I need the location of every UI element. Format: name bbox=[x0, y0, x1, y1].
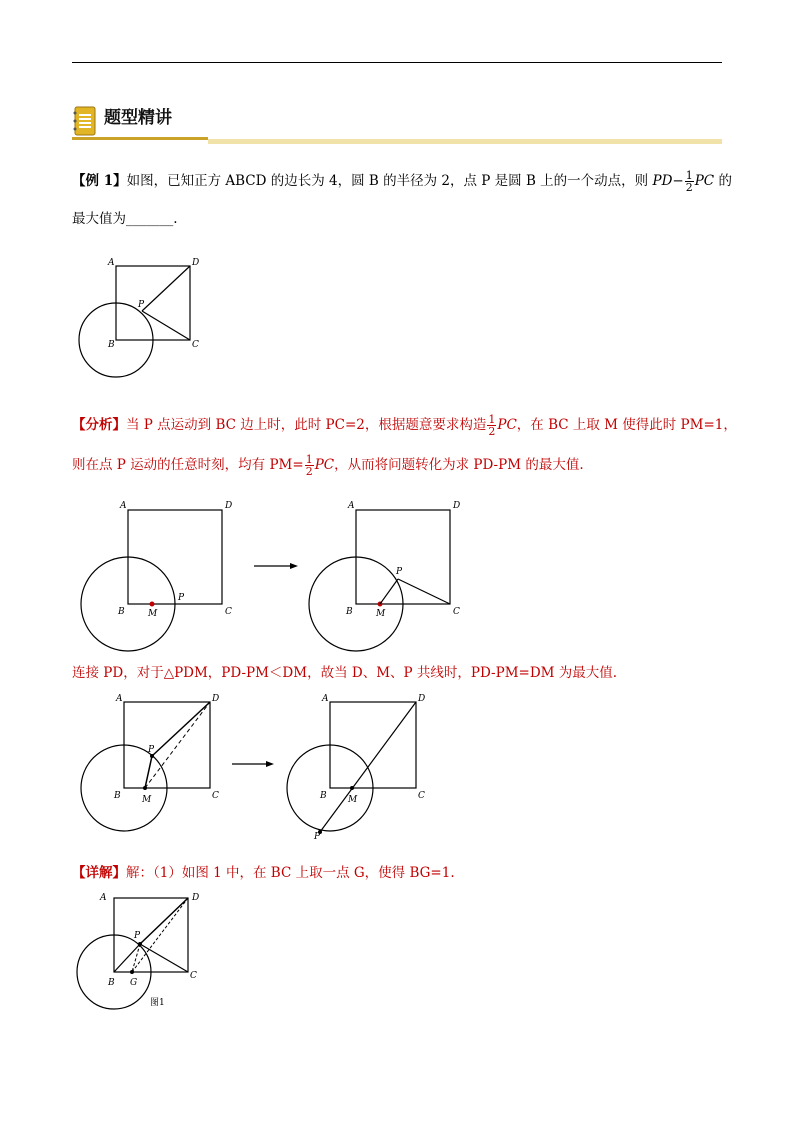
analysis-line-2 bbox=[72, 454, 584, 477]
svg-text:A: A bbox=[322, 694, 329, 704]
analysis-text-d: ，从而将问题转化为求 PD-PM 的最大值. bbox=[334, 457, 584, 473]
svg-text:C: C bbox=[418, 791, 425, 801]
svg-text:P: P bbox=[134, 931, 141, 941]
label-b: B bbox=[108, 340, 115, 350]
analysis-fraction-1: $\frac{1}{2}$ bbox=[488, 413, 496, 438]
svg-text:C: C bbox=[212, 791, 219, 801]
svg-text:P: P bbox=[396, 567, 403, 577]
detail-line bbox=[72, 864, 455, 882]
example-text: 如图，已知正方 ABCD 的边长为 4，圆 B 的半径为 2，点 P 是圆 B 上的一个动点，则 bbox=[126, 173, 649, 189]
label-p: P bbox=[138, 300, 145, 310]
svg-text:B: B bbox=[118, 607, 125, 617]
svg-text:P: P bbox=[314, 832, 321, 840]
example-text-after: 的 bbox=[718, 173, 732, 189]
svg-text:D: D bbox=[453, 501, 461, 511]
section-underline-band bbox=[208, 139, 722, 144]
expr-minus: − bbox=[672, 173, 684, 189]
svg-text:A: A bbox=[120, 501, 127, 511]
svg-text:B: B bbox=[346, 607, 353, 617]
svg-text:D: D bbox=[225, 501, 233, 511]
example-line-1 bbox=[72, 170, 732, 193]
svg-text:A: A bbox=[348, 501, 355, 511]
figure-row-1 bbox=[72, 496, 492, 656]
expr-pc: PC bbox=[694, 173, 715, 189]
expr-fraction: $\frac{1}{2}$ bbox=[685, 169, 693, 194]
example-line-2: 最大值为_______. bbox=[72, 211, 178, 227]
notebook-icon bbox=[72, 106, 96, 136]
example-prefix: 【例 1】 bbox=[72, 173, 127, 189]
svg-text:B: B bbox=[114, 791, 121, 801]
analysis-fraction-2: $\frac{1}{2}$ bbox=[305, 453, 313, 478]
figure-1 bbox=[72, 888, 212, 1018]
expr-pd: PD bbox=[652, 173, 673, 189]
svg-text:M: M bbox=[148, 609, 158, 619]
analysis-prefix: 【分析】 bbox=[72, 417, 126, 433]
svg-text:D: D bbox=[192, 893, 200, 903]
label-a: A bbox=[108, 258, 115, 268]
header-rule bbox=[72, 62, 722, 63]
segment-pd bbox=[142, 266, 190, 311]
svg-text:D: D bbox=[212, 694, 220, 704]
svg-text:P: P bbox=[178, 593, 185, 603]
figure-1-caption: 图1 bbox=[150, 998, 165, 1008]
svg-text:P: P bbox=[148, 745, 155, 755]
svg-text:B: B bbox=[108, 978, 115, 988]
connect-text: 连接 PD，对于△PDM，PD-PM＜DM，故当 D、M、P 共线时，PD-PM=DM 为最大值. bbox=[72, 665, 618, 681]
svg-text:C: C bbox=[453, 607, 460, 617]
figure-row-2 bbox=[72, 692, 492, 840]
analysis-text-b: ，在 BC 上取 M 使得此时 PM=1， bbox=[516, 417, 737, 433]
segment-pc bbox=[142, 311, 190, 340]
analysis-text-a: 当 P 点运动到 BC 边上时，此时 PC=2，根据题意要求构造 bbox=[126, 417, 487, 433]
section-title: 题型精讲 bbox=[104, 108, 172, 128]
svg-text:A: A bbox=[116, 694, 123, 704]
figure-example bbox=[72, 252, 212, 382]
svg-text:M: M bbox=[142, 795, 152, 805]
label-c: C bbox=[192, 340, 199, 350]
label-d: D bbox=[192, 258, 200, 268]
section-underline bbox=[72, 137, 208, 140]
analysis-text-c: 则在点 P 运动的任意时刻，均有 PM= bbox=[72, 457, 304, 473]
svg-text:M: M bbox=[348, 795, 358, 805]
svg-text:B: B bbox=[320, 791, 327, 801]
detail-prefix: 【详解】 bbox=[72, 865, 126, 881]
svg-text:A: A bbox=[100, 893, 107, 903]
svg-text:C: C bbox=[225, 607, 232, 617]
detail-text: 解：（1）如图 1 中，在 BC 上取一点 G，使得 BG=1. bbox=[126, 865, 455, 881]
svg-text:D: D bbox=[418, 694, 426, 704]
svg-text:M: M bbox=[376, 609, 386, 619]
analysis-pc-2: PC bbox=[314, 457, 335, 473]
analysis-pc-1: PC bbox=[497, 417, 517, 433]
analysis-line-1 bbox=[72, 414, 737, 437]
svg-text:C: C bbox=[190, 971, 197, 981]
svg-text:G: G bbox=[130, 978, 138, 988]
